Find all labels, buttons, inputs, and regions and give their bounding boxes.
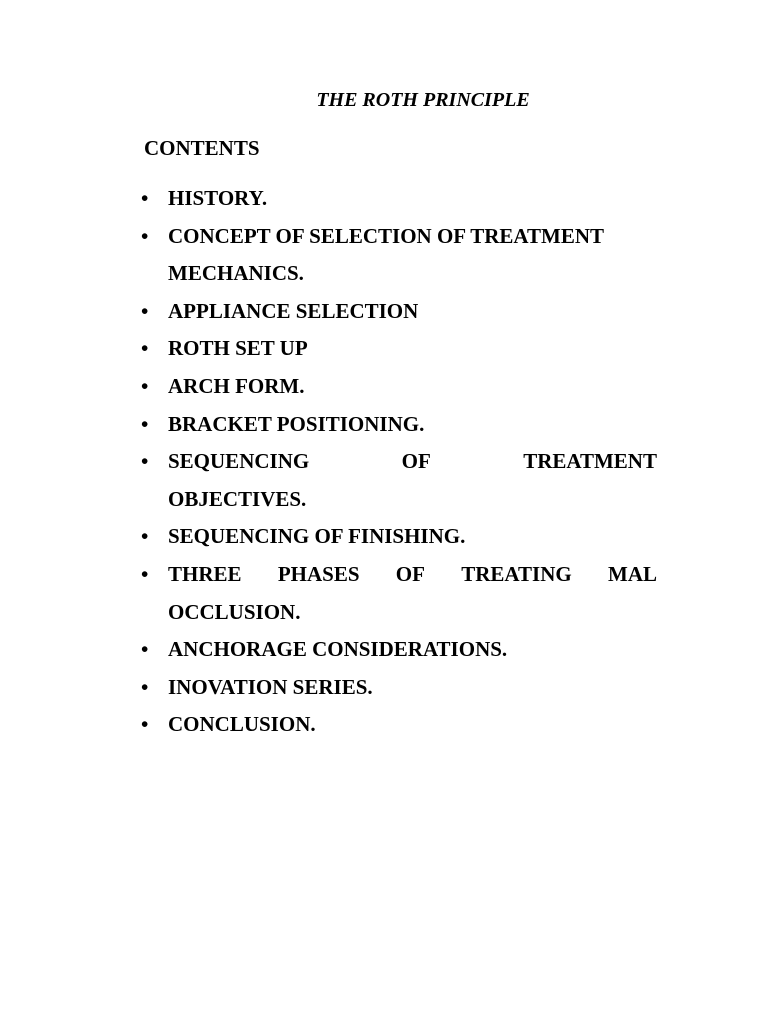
bullet-icon: • (141, 411, 149, 436)
list-item (141, 368, 657, 406)
bullet-icon: • (141, 223, 149, 248)
word: SEQUENCING (168, 449, 310, 474)
bullet-icon: • (141, 186, 149, 210)
list-item-line (168, 556, 657, 594)
list-item-line (168, 443, 657, 481)
bullet-icon: • (141, 524, 149, 549)
list-item-text: APPLIANCE SELECTION (168, 298, 419, 323)
bullet-icon: • (141, 336, 149, 361)
contents-heading: CONTENTS (144, 136, 260, 160)
list-item-text: ARCH FORM. (168, 373, 305, 398)
list-item-text: SEQUENCING OF FINISHING. (168, 524, 466, 549)
list-item (141, 218, 657, 293)
list-item-text: INOVATION SERIES. (168, 674, 373, 699)
bullet-icon: • (141, 449, 149, 474)
document-title: THE ROTH PRINCIPLE (316, 89, 530, 111)
list-item (141, 706, 657, 744)
list-item-text: ANCHORAGE CONSIDERATIONS. (168, 637, 508, 662)
list-item (141, 631, 657, 669)
list-item-line: CONCEPT OF SELECTION OF TREATMENT (168, 223, 605, 248)
list-item-text: HISTORY. (168, 186, 268, 210)
bullet-icon: • (141, 298, 149, 323)
list-item-text: ROTH SET UP (168, 336, 308, 361)
list-item-line: MECHANICS. (168, 261, 304, 286)
list-item-text (168, 556, 657, 631)
word: MAL (608, 561, 657, 586)
list-item (141, 406, 657, 444)
contents-list (141, 180, 657, 744)
bullet-icon: • (141, 674, 149, 699)
word: THREE (168, 561, 242, 586)
list-item-text: BRACKET POSITIONING. (168, 411, 425, 436)
list-item (141, 180, 657, 218)
word: TREATING (461, 561, 572, 586)
word: OF (395, 561, 425, 586)
bullet-icon: • (141, 561, 149, 586)
list-item (141, 293, 657, 331)
list-item (141, 669, 657, 707)
list-item-text: CONCLUSION. (168, 712, 316, 737)
list-item (141, 518, 657, 556)
list-item-line: OBJECTIVES. (168, 486, 307, 511)
bullet-icon: • (141, 373, 149, 398)
bullet-icon: • (141, 637, 149, 662)
word: PHASES (277, 561, 360, 586)
list-item (141, 330, 657, 368)
word: TREATMENT (523, 449, 657, 474)
list-item (141, 443, 657, 518)
list-item-text (168, 443, 657, 518)
list-item (141, 556, 657, 631)
bullet-icon: • (141, 712, 149, 737)
list-item-line: OCCLUSION. (168, 599, 301, 624)
list-item-text (168, 218, 657, 293)
word: OF (401, 449, 431, 474)
